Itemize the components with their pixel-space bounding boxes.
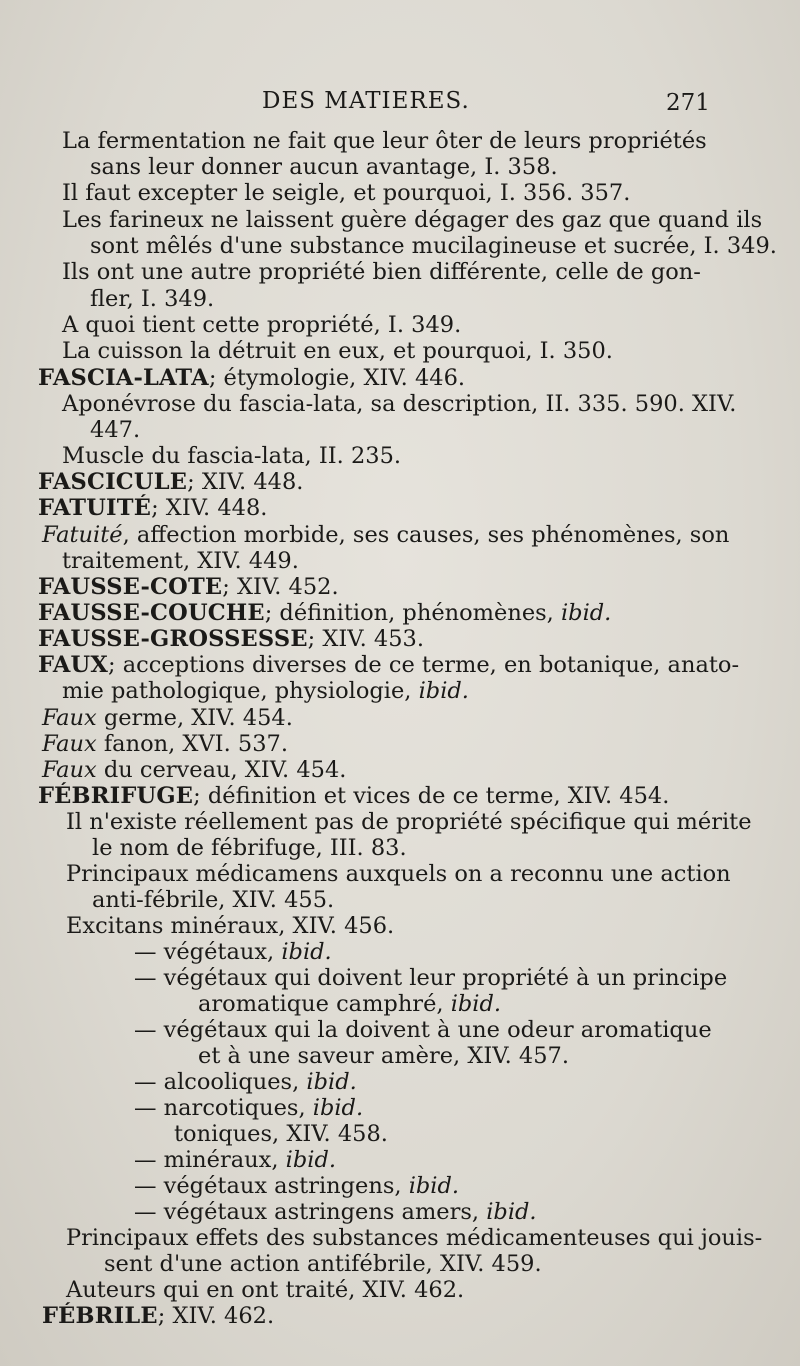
index-line: FATUITÉ; XIV. 448. (38, 495, 268, 521)
index-line: Il faut excepter le seigle, et pourquoi, I. 356. 357. (62, 180, 631, 206)
index-line: La cuisson la détruit en eux, et pourquoi, I. 350. (62, 338, 613, 364)
index-line: toniques, XIV. 458. (174, 1121, 388, 1147)
headword: FAUSSE-COTE (38, 574, 223, 600)
index-line: Les farineux ne laissent guère dégager des gaz que quand ils (62, 207, 763, 233)
index-line: anti-fébrile, XIV. 455. (92, 887, 335, 913)
index-line: 447. (90, 417, 141, 443)
headword: FATUITÉ (38, 495, 152, 521)
index-line: le nom de fébrifuge, III. 83. (92, 835, 407, 861)
index-line: Ils ont une autre propriété bien différente, celle de gon- (62, 259, 701, 285)
index-line: FASCIA-LATA; étymologie, XIV. 446. (38, 365, 466, 391)
index-line: A quoi tient cette propriété, I. 349. (62, 312, 462, 338)
index-line: FÉBRILE; XIV. 462. (42, 1303, 275, 1329)
index-line: Fatuité, affection morbide, ses causes, ses phénomènes, son (42, 522, 730, 548)
index-line: sans leur donner aucun avantage, I. 358. (90, 154, 558, 180)
index-line: Aponévrose du fascia-lata, sa description, II. 335. 590. XIV. (62, 391, 737, 417)
index-line: — narcotiques, ibid. (134, 1095, 364, 1121)
index-line: sent d'une action antifébrile, XIV. 459. (104, 1251, 542, 1277)
index-line: FASCICULE; XIV. 448. (38, 469, 304, 495)
headword: FASCICULE (38, 469, 188, 495)
index-line: Il n'existe réellement pas de propriété spécifique qui mérite (66, 809, 752, 835)
index-line: aromatique camphré, ibid. (198, 991, 502, 1017)
headword: FAUSSE-GROSSESSE (38, 626, 308, 652)
headword: FÉBRIFUGE (38, 783, 194, 809)
index-line: sont mêlés d'une substance mucilagineuse et sucrée, I. 349. (90, 233, 777, 259)
index-line: Principaux médicamens auxquels on a reconnu une action (66, 861, 731, 887)
headword: FASCIA-LATA (38, 365, 209, 391)
index-line: — végétaux, ibid. (134, 939, 332, 965)
index-line: FAUSSE-GROSSESSE; XIV. 453. (38, 626, 425, 652)
index-line: traitement, XIV. 449. (62, 548, 299, 574)
index-line: FAUSSE-COTE; XIV. 452. (38, 574, 339, 600)
index-line: Excitans minéraux, XIV. 456. (66, 913, 395, 939)
index-line: La fermentation ne fait que leur ôter de leurs propriétés (62, 128, 707, 154)
headword: FAUX (38, 652, 108, 678)
index-line: et à une saveur amère, XIV. 457. (198, 1043, 569, 1069)
index-line: Muscle du fascia-lata, II. 235. (62, 443, 402, 469)
index-line: — végétaux qui doivent leur propriété à un principe (134, 965, 728, 991)
index-line: Faux du cerveau, XIV. 454. (42, 757, 347, 783)
index-line: — minéraux, ibid. (134, 1147, 337, 1173)
index-line: Principaux effets des substances médicamenteuses qui jouis- (66, 1225, 763, 1251)
index-line: fler, I. 349. (90, 286, 215, 312)
headword: FAUSSE-COUCHE (38, 600, 265, 626)
index-line: FÉBRIFUGE; définition et vices de ce terme, XIV. 454. (38, 783, 670, 809)
index-line: — végétaux astringens amers, ibid. (134, 1199, 537, 1225)
page-number: 271 (666, 90, 710, 116)
index-line: mie pathologique, physiologie, ibid. (62, 678, 469, 704)
index-line: — alcooliques, ibid. (134, 1069, 357, 1095)
index-line: — végétaux astringens, ibid. (134, 1173, 460, 1199)
running-title: DES MATIERES. (262, 88, 470, 114)
running-header (0, 88, 800, 122)
index-line: FAUX; acceptions diverses de ce terme, en botanique, anato- (38, 652, 740, 678)
headword: FÉBRILE (42, 1303, 158, 1329)
index-line: — végétaux qui la doivent à une odeur aromatique (134, 1017, 712, 1043)
index-line: Faux germe, XIV. 454. (42, 705, 293, 731)
index-line: FAUSSE-COUCHE; définition, phénomènes, ibid. (38, 600, 612, 626)
index-line: Auteurs qui en ont traité, XIV. 462. (66, 1277, 465, 1303)
index-line: Faux fanon, XVI. 537. (42, 731, 288, 757)
